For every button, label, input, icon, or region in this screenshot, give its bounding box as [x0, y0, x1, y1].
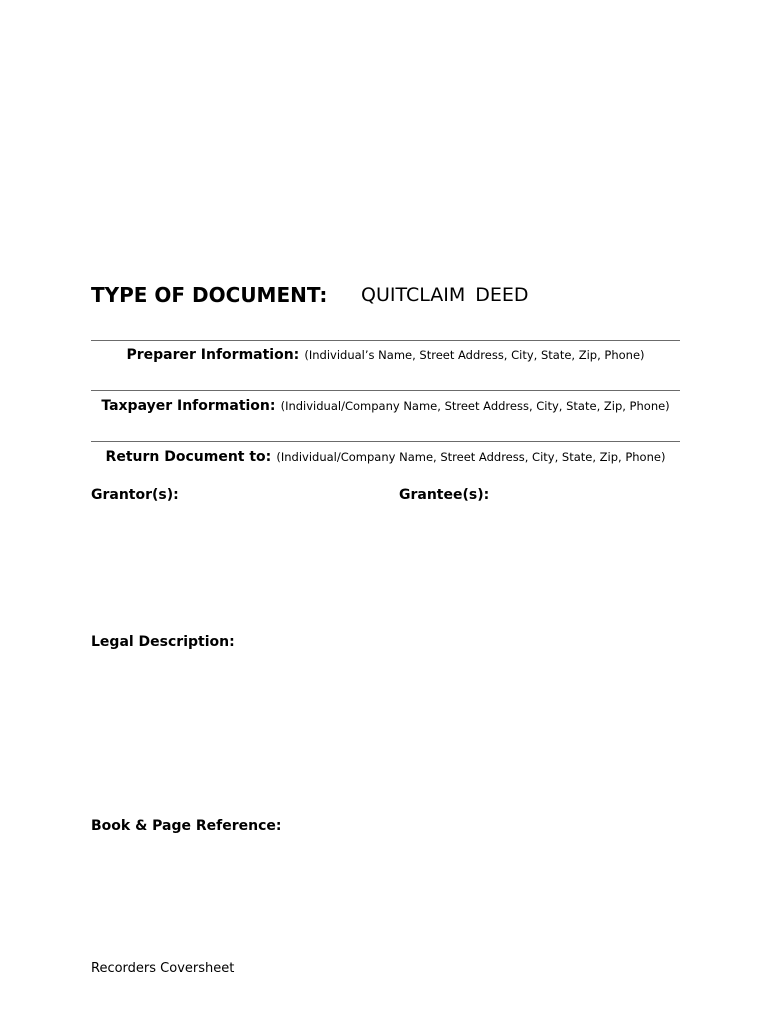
book-page-reference-label: Book & Page Reference: [91, 818, 282, 834]
preparer-information-hint: (Individual’s Name, Street Address, City, State, Zip, Phone) [304, 348, 645, 362]
return-document-label: Return Document to: [105, 449, 272, 465]
return-document-line [91, 446, 680, 465]
grantor-label: Grantor(s): [91, 487, 179, 503]
preparer-information-line [91, 344, 680, 363]
preparer-rule [91, 340, 680, 341]
taxpayer-information-label: Taxpayer Information: [101, 398, 276, 414]
taxpayer-information-hint: (Individual/Company Name, Street Address, City, State, Zip, Phone) [280, 399, 670, 413]
footer-recorders-coversheet: Recorders Coversheet [91, 961, 235, 976]
return-document-hint: (Individual/Company Name, Street Address, City, State, Zip, Phone) [276, 450, 666, 464]
preparer-information-label: Preparer Information: [126, 347, 300, 363]
taxpayer-information-line [91, 395, 680, 414]
document-type-label: TYPE OF DOCUMENT: [91, 283, 328, 307]
document-type-value: QUITCLAIM DEED [361, 284, 529, 306]
return-document-rule [91, 441, 680, 442]
legal-description-label: Legal Description: [91, 634, 235, 650]
taxpayer-rule [91, 390, 680, 391]
grantee-label: Grantee(s): [399, 487, 490, 503]
